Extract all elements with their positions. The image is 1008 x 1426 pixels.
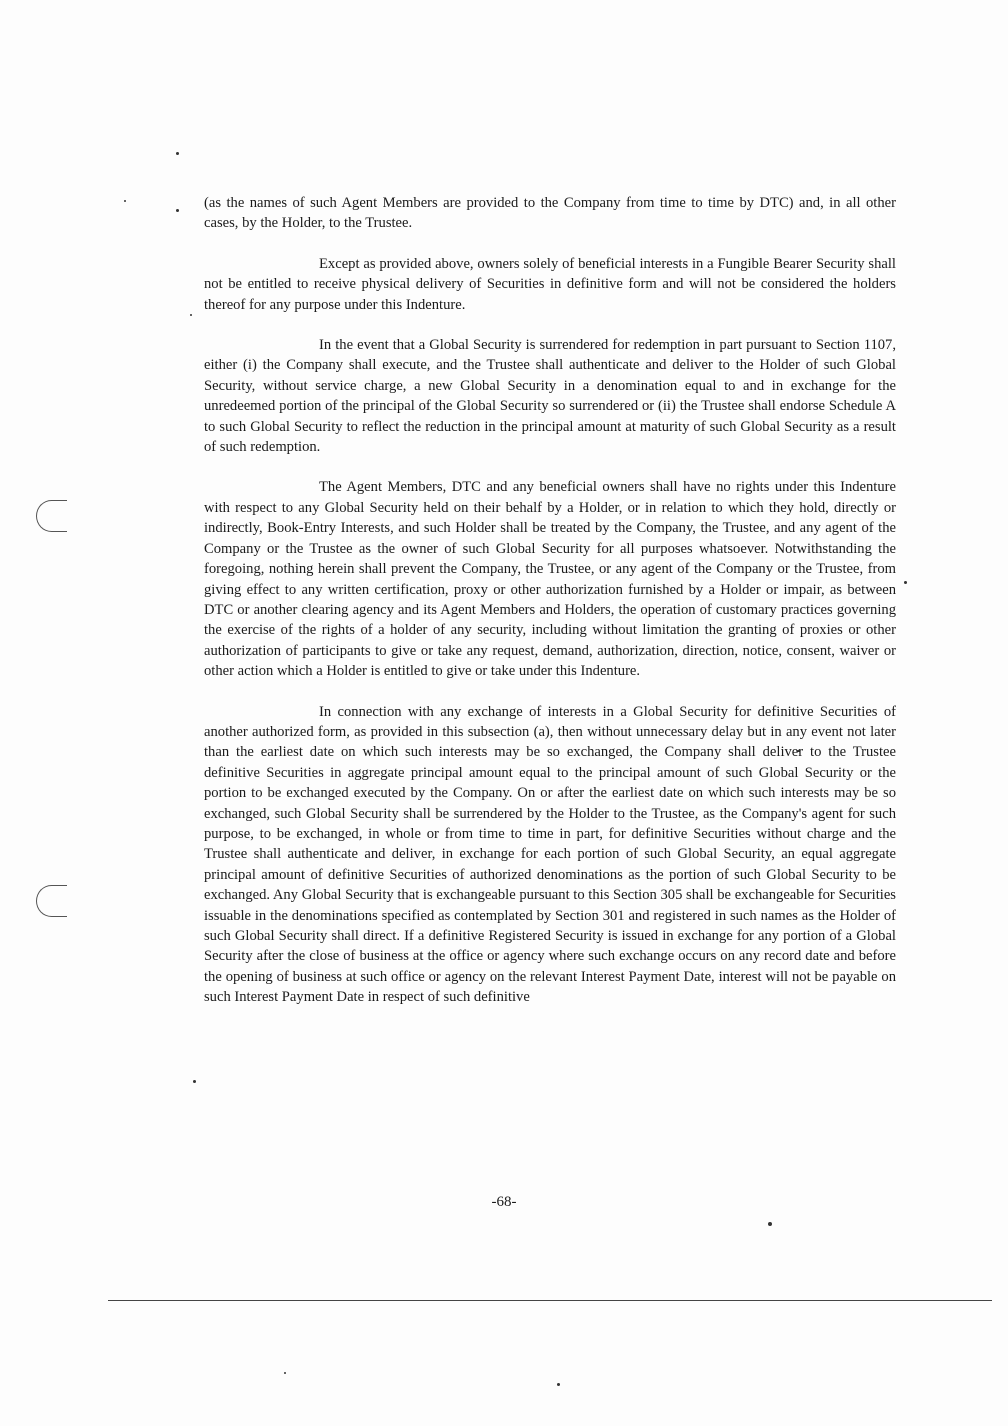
scan-speck [557, 1383, 560, 1386]
paragraph-agent-members-rights: The Agent Members, DTC and any beneficial owners shall have no rights under this Indenture with respect to any Global Security held on their behalf by a Holder, or in relation to which they hold, directly or indirectly, Book-Entry Interests, and such Holder shall be treated by the Company, the Trustee, and any agent of the Company or the Trustee as the owner of such Global Security for all purposes whatsoever. Notwithstanding the foregoing, nothing herein shall prevent the Company, the Trustee, or any agent of the Company or the Trustee, from giving effect to any written certification, proxy or other authorization furnished by a Holder or impair, as between DTC or another clearing agency and its Agent Members and Holders, the operation of customary practices governing the exercise of the rights of a holder of any security, including without limitation the granting of proxies or other authorization of participants to give or take any request, demand, authorization, direction, notice, consent, waiver or other action which a Holder is entitled to give or take under this Indenture. [204, 479, 896, 680]
scan-speck [190, 314, 192, 316]
scan-speck [193, 1080, 196, 1083]
scan-speck [124, 200, 126, 202]
scan-speck [904, 581, 907, 584]
paragraph-exchange: In connection with any exchange of interests in a Global Security for definitive Securities of another authorized form, as provided in this subsection (a), then without unnecessary delay but in any event not later than the earliest date on which such interests may be so exchanged, the Company shall deliver to the Trustee definitive Securities in aggregate principal amount equal to the principal amount of such Global Security or the portion to be exchanged executed by the Company. On or after the earliest date on which such interests may be so exchanged, such Global Security shall be surrendered by the Holder to the Trustee, as the Company's agent for such purpose, to be exchanged, in whole or from time to time in part, for definitive Securities without charge and the Trustee shall authenticate and deliver, in exchange for each portion of such Global Security, an equal aggregate principal amount of definitive Securities of authorized denominations as the portion of such Global Security to be exchanged. Any Global Security that is exchangeable pursuant to this Section 305 shall be exchangeable for Securities issuable in the denominations specified as contemplated by Section 301 and registered in such names as the Holder of such Global Security shall direct. If a definitive Registered Security is issued in exchange for any portion of a Global Security after the close of business at the office or agency where such exchange occurs on any record date and before the opening of business at such office or agency on the relevant Interest Payment Date, interest will not be payable on such Interest Payment Date in respect of such definitive [204, 703, 896, 1006]
scan-speck [176, 209, 179, 212]
scan-speck [176, 152, 179, 155]
footer-rule [108, 1300, 992, 1301]
punch-hole-mark [36, 885, 67, 917]
body-text [204, 193, 896, 1008]
page-number: -68- [491, 1194, 517, 1210]
punch-hole-mark [36, 500, 67, 532]
scan-speck [284, 1372, 286, 1374]
paragraph-fungible-bearer: Except as provided above, owners solely of beneficial interests in a Fungible Bearer Security shall not be entitled to receive physical delivery of Securities in definitive form and will not be considered the holders thereof for any purpose under this Indenture. [204, 255, 896, 313]
scan-speck [768, 1222, 772, 1226]
paragraph-redemption: In the event that a Global Security is surrendered for redemption in part pursuant to Section 1107, either (i) the Company shall execute, and the Trustee shall authenticate and deliver to the Holder of such Global Security, without service charge, a new Global Security in a denomination equal to and in exchange for the unredeemed portion of the principal of the Global Security so surrendered or (ii) the Trustee shall endorse Schedule A to such Global Security to reflect the reduction in the principal amount at maturity of such Global Security as a result of such redemption. [204, 337, 896, 456]
paragraph-agent-members-names: (as the names of such Agent Members are provided to the Company from time to time by DTC) and, in all other cases, by the Holder, to the Trustee. [204, 195, 896, 232]
